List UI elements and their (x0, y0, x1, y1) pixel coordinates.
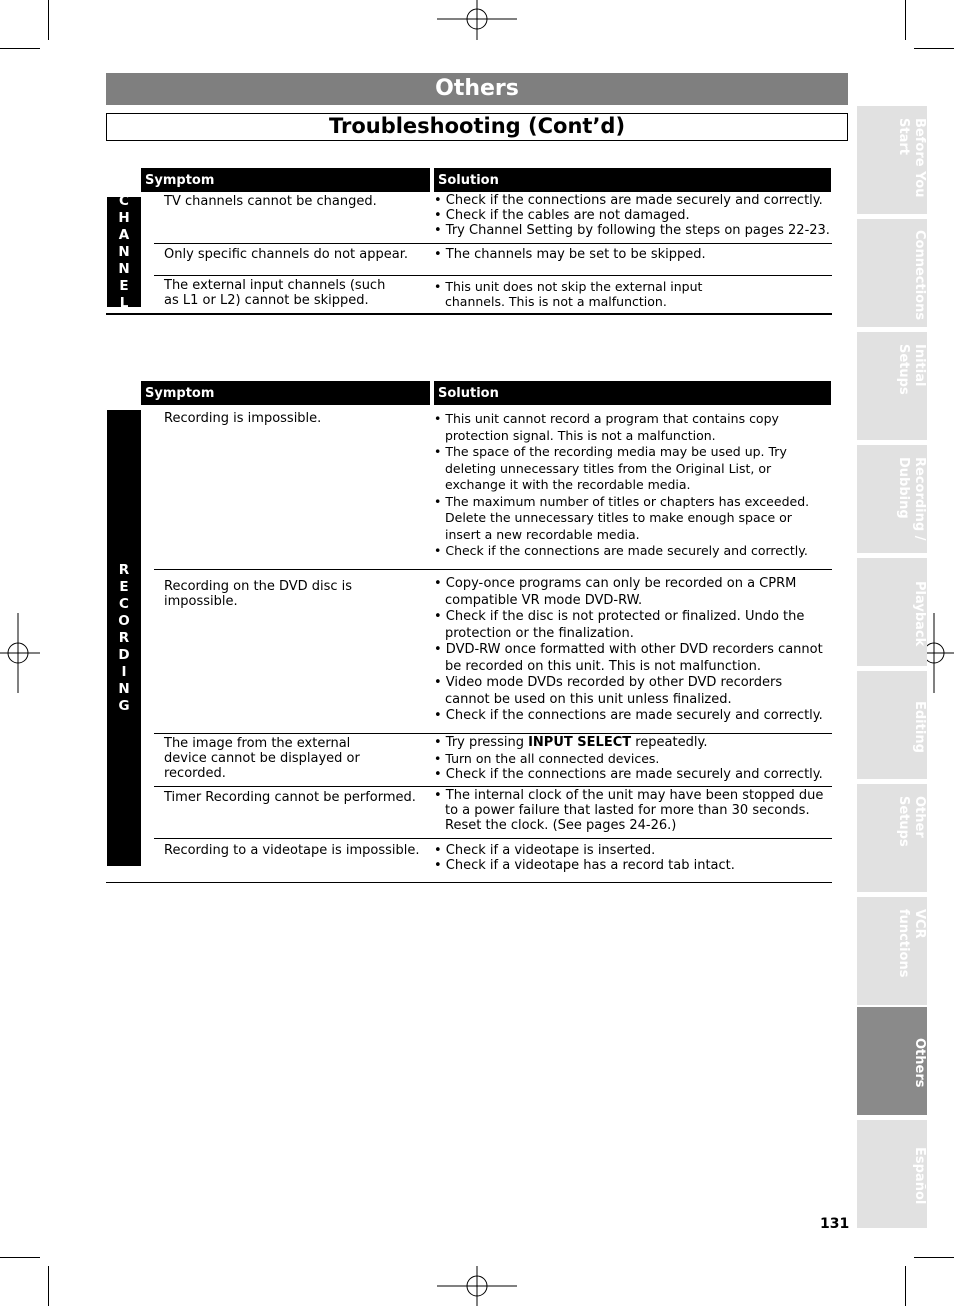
channel-label-text: CHANNEL (116, 192, 132, 312)
registration-mark-icon (437, 1266, 517, 1306)
solution-item: • Check if the connections are made securely and correctly. (434, 767, 823, 782)
solution-item: • Try pressing INPUT SELECT repeatedly. (434, 735, 708, 750)
side-tab-recording-dubbing[interactable]: Recording / Dubbing (857, 445, 927, 553)
input-select-key: INPUT SELECT (528, 735, 632, 750)
solution-item: • Try Channel Setting by following the steps on pages 22-23. (434, 223, 830, 238)
table-row-symptom: Timer Recording cannot be performed. (164, 790, 416, 805)
crop-mark (905, 1266, 906, 1306)
registration-mark-icon (437, 0, 517, 40)
row-divider (154, 243, 832, 244)
row-divider (154, 786, 832, 787)
solution-item: • The channels may be set to be skipped. (434, 247, 706, 262)
solution-item: • Video mode DVDs recorded by other DVD recorders cannot be used on this unit unless finalized. (434, 675, 783, 707)
row-divider (154, 733, 832, 734)
table-row-symptom: Recording to a videotape is impossible. (164, 843, 420, 858)
table-row-symptom: Recording on the DVD disc is impossible. (164, 579, 353, 609)
table-row-solution (434, 193, 830, 238)
row-divider (154, 838, 832, 839)
row-divider (154, 275, 832, 276)
recording-side-label (107, 410, 141, 866)
side-tab-vcr-functions[interactable]: VCR functions (857, 897, 927, 1005)
side-tab-espanol[interactable]: Español (857, 1120, 927, 1228)
solution-item: • The maximum number of titles or chapters has exceeded. Delete the unnecessary titles to make enough space or insert a new recordable media. (434, 493, 810, 542)
row-divider (154, 569, 832, 570)
crop-mark (0, 1257, 40, 1258)
solution-item: • The internal clock of the unit may have been stopped due to a power failure that lasted for more than 30 seconds. Reset the clock. (See pages 24-26.) (434, 788, 824, 833)
solution-item: • Check if the cables are not damaged. (434, 208, 690, 223)
side-tab-connections[interactable]: Connections (857, 219, 927, 327)
table-bottom-rule (106, 313, 832, 315)
section-header: Others (106, 73, 848, 105)
side-tab-before-you-start[interactable]: Before You Start (857, 106, 927, 214)
solution-item: • Copy-once programs can only be recorded on a CPRM compatible VR mode DVD-RW. (434, 576, 797, 608)
page-title: Troubleshooting (Cont’d) (106, 113, 848, 141)
solution-item: • DVD-RW once formatted with other DVD recorders cannot be recorded on this unit. This is not malfunction. (434, 642, 823, 674)
crop-mark (914, 48, 954, 49)
crop-mark (48, 1266, 49, 1306)
side-tab-playback[interactable]: Playback (857, 558, 927, 666)
table-row-solution (434, 735, 830, 783)
table-row-solution (434, 411, 830, 560)
table-row-symptom: Only specific channels do not appear. (164, 247, 408, 262)
channel-side-label (107, 192, 141, 312)
solution-item: • This unit cannot record a program that contains copy protection signal. This is not a malfunction. (434, 411, 779, 443)
side-tab-editing[interactable]: Editing (857, 671, 927, 779)
solution-item: • Check if a videotape has a record tab intact. (434, 858, 735, 873)
table-row-symptom: The external input channels (such as L1 or L2) cannot be skipped. (164, 278, 386, 308)
solution-column-header: Solution (434, 381, 831, 405)
solution-item: • The space of the recording media may be used up. Try deleting unnecessary titles from the Original List, or exchange it with the recordable media. (434, 444, 787, 492)
solution-item: • Check if the connections are made securely and correctly. (434, 193, 823, 208)
crop-mark (0, 48, 40, 49)
table-bottom-rule (106, 882, 832, 883)
table-row-solution (434, 788, 830, 833)
table-row-symptom: Recording is impossible. (164, 411, 322, 426)
table-row-symptom: TV channels cannot be changed. (164, 194, 377, 209)
solution-item: • Turn on the all connected devices. (434, 751, 660, 766)
crop-mark (905, 0, 906, 40)
table-row-symptom: The image from the external device cannot be displayed or recorded. (164, 736, 360, 781)
solution-item: • This unit does not skip the external input channels. This is not a malfunction. (434, 279, 703, 309)
solution-item: • Check if the disc is not protected or finalized. Undo the protection or the finalization. (434, 609, 805, 641)
solution-item: • Check if a videotape is inserted. (434, 843, 656, 858)
recording-label-text: RECORDING (116, 561, 132, 715)
crop-mark (48, 0, 49, 40)
table-row-solution (434, 279, 754, 309)
table-row-solution (434, 576, 830, 725)
crop-mark (914, 1257, 954, 1258)
table-row-solution (434, 843, 830, 873)
symptom-column-header: Symptom (141, 168, 430, 192)
side-tab-initial-setups[interactable]: Initial Setups (857, 332, 927, 440)
side-tab-other-setups[interactable]: Other Setups (857, 784, 927, 892)
symptom-column-header: Symptom (141, 381, 430, 405)
solution-item: • Check if the connections are made securely and correctly. (434, 708, 823, 723)
side-tab-others[interactable]: Others (857, 1007, 927, 1115)
registration-mark-icon (0, 613, 40, 693)
page-number: 131 (820, 1216, 850, 1232)
solution-column-header: Solution (434, 168, 831, 192)
table-row-solution (434, 247, 830, 262)
solution-item: • Check if the connections are made securely and correctly. (434, 543, 808, 558)
